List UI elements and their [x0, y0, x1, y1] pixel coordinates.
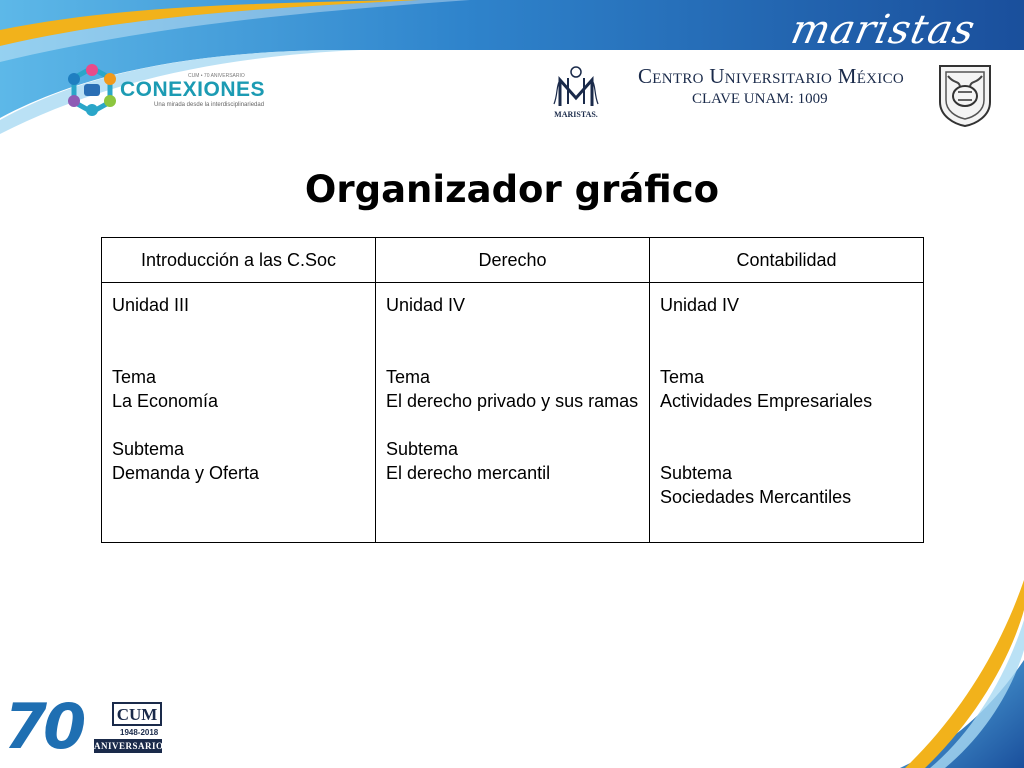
conexiones-name: CONEXIONES: [120, 78, 266, 101]
cell-contabilidad: [650, 283, 924, 543]
cell-derecho: [376, 283, 650, 543]
anniversary-label: ANIVERSARIO: [94, 741, 164, 751]
organizer-table: [101, 237, 924, 543]
page-title: Organizador gráfico: [304, 168, 720, 211]
tema-label: Tema: [112, 367, 157, 387]
subtema-label: Subtema: [660, 463, 733, 483]
anniversary-years: 1948-2018: [120, 728, 159, 737]
anniversary-logo: [4, 690, 166, 763]
subtema-text: Sociedades Mercantiles: [660, 487, 852, 507]
maristas-seal-icon: [548, 64, 604, 110]
institution-name: Centro Universitario México: [637, 64, 905, 88]
anniversary-number: 70: [4, 690, 83, 763]
institution-code: CLAVE UNAM: 1009: [692, 91, 828, 107]
column-header-derecho: Derecho: [376, 238, 650, 283]
unidad-text: Unidad IV: [660, 295, 740, 315]
cell-introduccion: [102, 283, 376, 543]
maristas-seal-logo: [548, 64, 604, 124]
cum-text: CUM: [116, 705, 158, 724]
conexiones-tagline: Una mirada desde la interdisciplinariedad: [154, 102, 265, 108]
maristas-script-logo: maristas: [787, 7, 980, 53]
unam-shield-icon: [936, 62, 994, 128]
column-header-contabilidad: Contabilidad: [650, 238, 924, 283]
subtema-text: El derecho mercantil: [386, 463, 551, 483]
conexiones-hex-icon: [66, 64, 118, 116]
tema-text: El derecho privado y sus ramas: [386, 391, 639, 411]
cum-logo-icon: [112, 702, 162, 726]
subtema-label: Subtema: [112, 439, 185, 459]
unidad-text: Unidad IV: [386, 295, 466, 315]
tema-label: Tema: [660, 367, 705, 387]
tema-text: Actividades Empresariales: [660, 391, 873, 411]
conexiones-logo: [66, 64, 266, 118]
subtema-text: Demanda y Oferta: [112, 463, 260, 483]
seal-label: MARISTAS.: [554, 110, 598, 119]
conexiones-subtitle: CUM • 70 ANIVERSARIO: [188, 73, 245, 79]
unidad-text: Unidad III: [112, 295, 190, 315]
table-header-row: [102, 238, 924, 283]
institution-heading: [612, 64, 930, 108]
tema-label: Tema: [386, 367, 431, 387]
subtema-label: Subtema: [386, 439, 459, 459]
table-row: [102, 283, 924, 543]
column-header-introduccion: Introducción a las C.Soc: [102, 238, 376, 283]
tema-text: La Economía: [112, 391, 219, 411]
